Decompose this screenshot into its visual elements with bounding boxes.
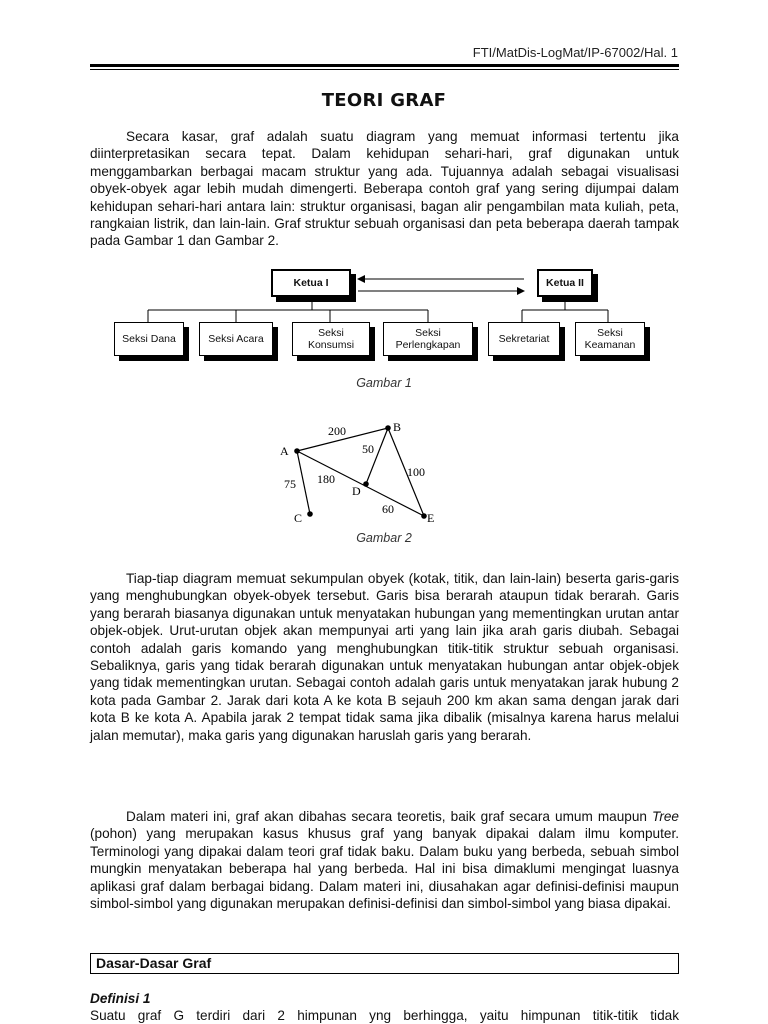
node-label-b: B (393, 420, 402, 434)
edge-weight-a-b: 200 (328, 424, 346, 438)
edge-weight-b-e: 100 (407, 465, 425, 479)
edge-a-c (297, 451, 310, 514)
edge-a-b (297, 428, 388, 451)
org-node-seksi-acara: Seksi Acara (199, 322, 273, 356)
org-node-seksi-keamanan: Seksi Keamanan (575, 322, 645, 356)
paragraph-scope-part-2: (pohon) yang merupakan kasus khusus graf yang banyak dipakai dalam ilmu komputer. Terminologi yang dipakai dalam teori graf tidak baku. Dalam buku yang berbeda, sebuah simbol mungkin menyatakan beberapa hal yang berbeda. Hal ini bisa dimaklumi mengingat luasnya aplikasi graf dalam berbagai bidang. Dalam materi ini, diusahakan agar definisi-definisi maupun simbol-simbol yang digunakan merupakan definisi-definisi dan simbol-simbol yang biasa dipakai. (90, 826, 679, 912)
node-label-e: E (427, 511, 435, 525)
node-c-dot (307, 511, 313, 517)
edge-a-e (297, 451, 424, 516)
paragraph-scope-part-1: Dalam materi ini, graf akan dibahas secara teoretis, baik graf secara umum maupun (126, 809, 653, 824)
node-label-a: A (280, 444, 289, 458)
paragraph-scope (90, 808, 679, 912)
edge-weight-a-c: 75 (284, 477, 296, 491)
edge-b-e (388, 428, 424, 516)
org-node-ketua-1: Ketua I (271, 269, 351, 297)
paragraph-scope-tree-term: Tree (652, 809, 679, 824)
org-node-sekretariat: Sekretariat (488, 322, 560, 356)
paragraph-diagram-explanation: Tiap-tiap diagram memuat sekumpulan obyek (kotak, titik, dan lain-lain) beserta garis-garis yang menghubungkan obyek-obyek tersebut. Garis bisa berarah ataupun tidak berarah. Garis yang berarah biasanya digunakan untuk menyatakan hubungan yang mementingkan urutan antar objek-objek. Urut-urutan objek akan mempunyai arti yang lain jika arah garis diubah. Sebagai contoh adalah garis komando yang menghubungkan titik-titik struktur sebuah organisasi. Sebaliknya, garis yang tidak berarah digunakan untuk menyatakan hubungan antar objek-objek yang tidak mementingkan urutan. Sebagai contoh adalah garis untuk menyatakan jarak hubung 2 kota pada Gambar 2. Jarak dari kota A ke kota B sejauh 200 km akan sama dengan jarak dari kota B ke kota A. Apabila jarak 2 tempat tidak sama jika dibalik (misalnya karena harus melalui jalan memutar), maka garis yang digunakan haruslah garis yang berarah. (90, 571, 679, 743)
edge-weight-d-b: 50 (362, 442, 374, 456)
page-title: TEORI GRAF (321, 90, 447, 111)
org-node-seksi-perlengkapan: Seksi Perlengkapan (383, 322, 473, 356)
header-rule-thin (90, 69, 679, 70)
node-d-dot (363, 481, 369, 487)
edge-d-b (366, 428, 388, 484)
edge-weight-d-e: 60 (382, 502, 394, 516)
definition-text: Suatu graf G terdiri dari 2 himpunan yng berhingga, yaitu himpunan titik-titik tidak (90, 1008, 679, 1023)
node-label-c: C (294, 511, 303, 525)
edge-weight-a-e: 180 (317, 472, 335, 486)
org-node-ketua-2: Ketua II (537, 269, 593, 297)
header-rule-thick (90, 64, 679, 67)
figure-1-caption: Gambar 1 (356, 376, 412, 390)
org-node-seksi-dana: Seksi Dana (114, 322, 184, 356)
node-label-d: D (352, 484, 361, 498)
page-header-code: FTI/MatDis-LogMat/IP-67002/Hal. 1 (472, 45, 678, 60)
section-heading-dasar-graf: Dasar-Dasar Graf (90, 953, 679, 974)
figure-2-caption: Gambar 2 (356, 531, 412, 545)
node-a-dot (294, 448, 300, 454)
node-b-dot (385, 425, 391, 431)
node-e-dot (421, 513, 427, 519)
paragraph-intro: Secara kasar, graf adalah suatu diagram yang memuat informasi tertentu jika diinterpretasikan secara tepat. Dalam kehidupan sehari-hari, graf digunakan untuk menggambarkan berbagai macam struktur yang ada. Tujuannya adalah sebagai visualisasi obyek-obyek agar lebih mudah dimengerti. Beberapa contoh graf yang sering dijumpai dalam kehidupan sehari-hari antara lain: struktur organisasi, bagan alir pengambilan mata kuliah, peta, rangkaian listrik, dan lain-lain. Graf struktur sebuah organisasi dan peta beberapa daerah tampak pada Gambar 1 dan Gambar 2. (90, 129, 679, 249)
org-node-seksi-konsumsi: Seksi Konsumsi (292, 322, 370, 356)
definition-title: Definisi 1 (90, 991, 151, 1006)
